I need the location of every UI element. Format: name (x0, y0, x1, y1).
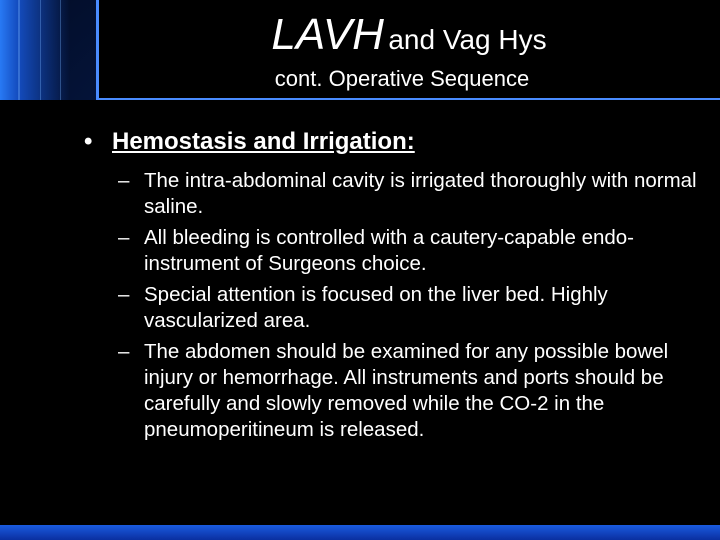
sub-item-text: The intra-abdominal cavity is irrigated thoroughly with normal saline. (144, 169, 697, 218)
slide-title (98, 10, 720, 60)
bullet-symbol: • (84, 128, 93, 155)
sub-item-text: All bleeding is controlled with a cautery-capable endo-instrument of Surgeons choice. (144, 226, 635, 275)
sub-item (118, 168, 718, 220)
dash-symbol: – (118, 226, 130, 249)
sub-item (118, 225, 718, 277)
sub-item-text: Special attention is focused on the liver bed. Highly vascularized area. (144, 283, 608, 332)
bullet-heading-text: Hemostasis and Irrigation: (112, 128, 415, 155)
sub-item (118, 339, 718, 443)
sub-item (118, 282, 718, 334)
slide-subtitle: cont. Operative Sequence (274, 66, 530, 91)
dash-symbol: – (118, 283, 130, 306)
dash-symbol: – (118, 340, 130, 363)
title-rest: and Vag Hys (388, 24, 547, 55)
title-main: LAVH (271, 10, 384, 59)
sub-item-text: The abdomen should be examined for any possible bowel injury or hemorrhage. All instruments and ports should be carefully and slowly removed while the CO-2 in the pneumoperitineum is released. (144, 340, 669, 441)
bottom-bar (0, 525, 720, 540)
dash-symbol: – (118, 169, 130, 192)
bullet-heading (84, 128, 415, 156)
